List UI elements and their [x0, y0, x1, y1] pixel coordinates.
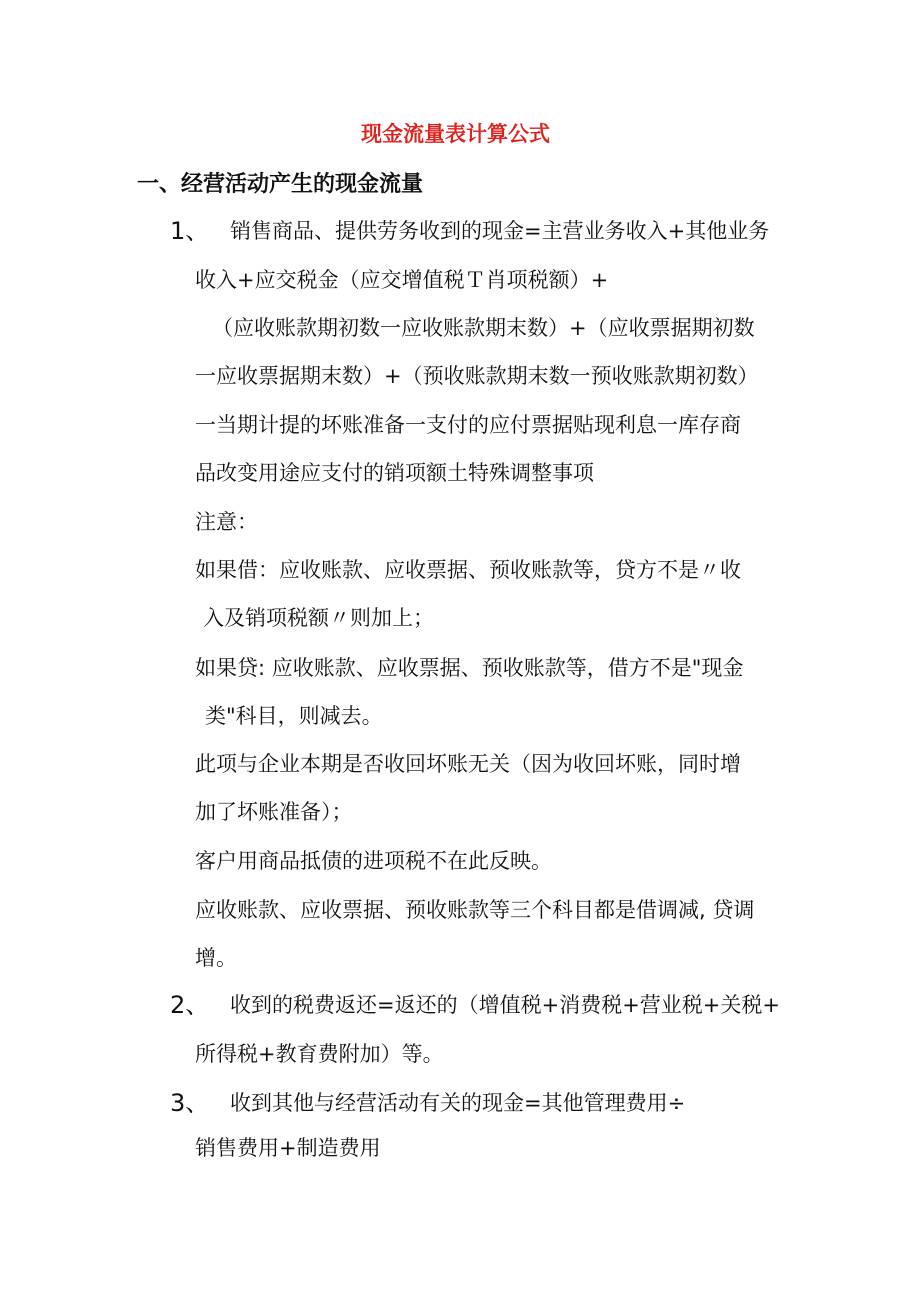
note-text: 入及销项税额〃则加上；: [203, 606, 434, 630]
item-text: 一应收票据期末数）+（预收账款期末数一预收账款期初数）: [195, 364, 759, 388]
item-number: 3、: [170, 1089, 210, 1117]
note-label: 注意：: [195, 510, 258, 534]
item-text: 销售费用+制造费用: [195, 1136, 381, 1160]
note-text: 如果借：应收账款、应收票据、预收账款等，贷方不是〃收: [195, 558, 741, 582]
note-text: 类"科目，则减去。: [205, 704, 383, 728]
note-text: 如果贷: 应收账款、应收票据、预收账款等，借方不是"现金: [195, 656, 744, 680]
note-text: 增。: [195, 946, 237, 970]
item-text: 所得税+教育费附加）等。: [195, 1042, 444, 1066]
note-text: 客户用商品抵债的进项税不在此反映。: [195, 849, 552, 873]
section-heading: 一、经营活动产生的现金流量: [137, 172, 424, 197]
note-text: 加了坏账准备）；: [195, 800, 353, 824]
item-text: 品改变用途应支付的销项额土特殊调整事项: [195, 461, 594, 485]
item-text: 收入+应交税金（应交增值税Ｔ肖项税额）+: [195, 268, 609, 292]
item-text: （应收账款期初数一应收账款期末数）+（应收票据期初数: [212, 316, 755, 340]
document-title: 现金流量表计算公式: [361, 122, 550, 146]
item-number: 1、: [170, 217, 210, 245]
item-text: 一当期计提的坏账准备一支付的应付票据贴现利息一库存商: [195, 413, 741, 437]
item-text: 销售商品、提供劳务收到的现金=主营业务收入+其他业务: [230, 219, 770, 243]
note-text: 应收账款、应收票据、预收账款等三个科目都是借调减, 贷调: [195, 898, 755, 922]
note-text: 此项与企业本期是否收回坏账无关（因为收回坏账，同时增: [195, 752, 741, 776]
item-text: 收到的税费返还=返还的（增值税+消费税+营业税+关税+: [230, 993, 780, 1017]
item-number: 2、: [170, 991, 210, 1019]
item-text: 收到其他与经营活动有关的现金=其他管理费用÷: [230, 1091, 686, 1115]
